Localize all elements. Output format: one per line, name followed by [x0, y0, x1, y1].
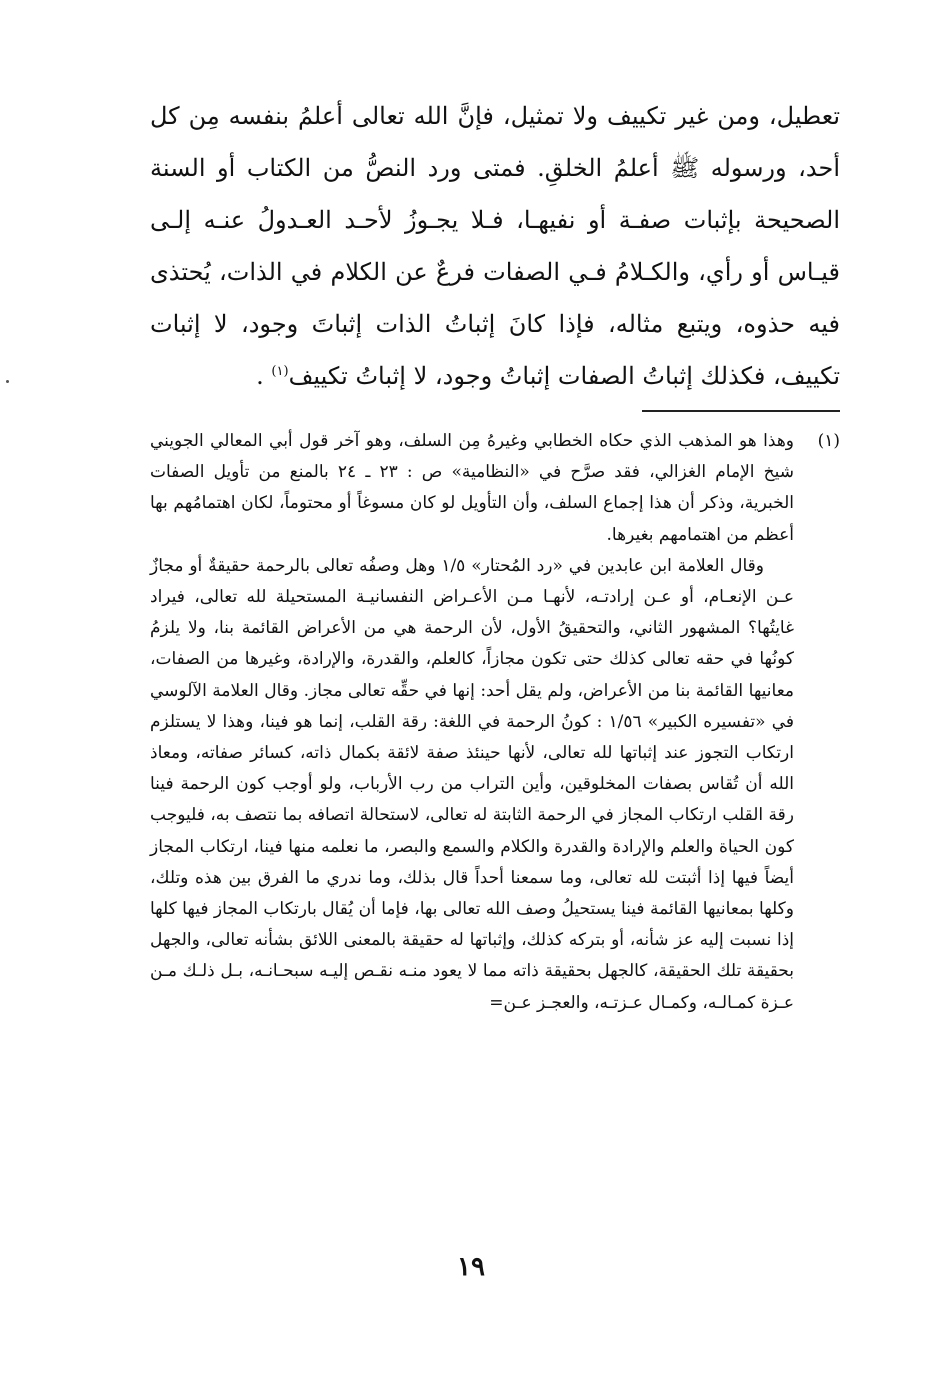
footnote-1-text: وهذا هو المذهب الذي حكاه الخطابي وغيرهُ مِن السلف، وهو آخر قول أبي المعالي الجويني شيخ الإمام الغزالي، فقد صرَّح في «النظامية» ص : ٢٣ ـ ٢٤ بالمنع من تأويل الصفات الخبرية، وذكر أن هذا إجماع السلف، وأن التأويل لو كان مسوغاً أو محتوماً، لكان اهتمامُهم بها أعظم من اهتمامهم بغيرها.	[150, 431, 794, 545]
main-body-text	[150, 90, 840, 402]
main-paragraph	[150, 90, 840, 402]
footnote-reference[interactable]: (١)	[271, 364, 289, 379]
footnote-marker: (١)	[817, 431, 840, 451]
margin-mark	[6, 380, 9, 383]
footnote-1-continuation: وقال العلامة ابن عابدين في «رد المُحتار» ١/٥ وهل وصفُه تعالى بالرحمة حقيقةٌ أو مجازٌ عـن الإنعـام، أو عـن إرادتـه، لأنهـا مـن الأعـراض النفسانيـة المستحيلة لله تعالى، فيراد غايتُها؟ المشهور الثاني، والتحقيقُ الأول، لأن الرحمة هي من الأعراض القائمة بنا، ولا يلزمُ كونُها في حقه تعالى كذلك حتى تكون مجازاً، كالعلم، والقدرة، والإرادة، وغيرها من الصفات، معانيها القائمة بنا من الأعراض، ولم يقل أحد: إنها في حقِّه تعالى مجاز. وقال العلامة الآلوسي في «تفسيره الكبير» ١/٥٦ : كونُ الرحمة في اللغة: رقة القلب، إنما هو فينا، وهذا لا يستلزم ارتكاب التجوز عند إثباتها لله تعالى، لأنها حينئذ صفة لائقة بكمال ذاته، كسائر صفاته، ومعاذ الله أن تُقاس بصفات المخلوقين، وأين التراب من رب الأرباب، ولو أوجب كون الرحمة فينا رقة القلب ارتكاب المجاز في الرحمة الثابتة له تعالى، لاستحالة اتصافه بما نتصف به، فليوجب كون الحياة والعلم والإرادة والقدرة والكلام والسمع والبصر، ما نعلمه منها فينا، ارتكاب المجاز أيضاً فيها إذا أثبتت لله تعالى، وما سمعنا أحداً قال بذلك، وما ندري ما الفرق بين هذه وتلك، وكلها بمعانيها القائمة فينا يستحيلُ وصف الله تعالى بها، فإما أن يُقال بارتكاب المجاز فيها كلها إذا نسبت إليه عز شأنه، أو بتركه كذلك، وإثباتها له حقيقة بالمعنى اللائق بشأنه تعالى، والجهل بحقيقة تلك الحقيقة، كالجهل بحقيقة ذاته مما لا يعود منـه نقـص إليـه سبحـانـه، بـل ذلـك مـن عـزة كمـالـه، وكمـال عـزتـه، والعجـز عـن=	[150, 555, 794, 1013]
page-number: ١٩	[457, 1252, 485, 1282]
footnote-1	[150, 426, 840, 551]
footnote-separator	[642, 410, 840, 412]
footnotes-section	[150, 426, 840, 1019]
main-paragraph-end: .	[256, 362, 272, 390]
main-paragraph-text: تعطيل، ومن غير تكييف ولا تمثيل، فإنَّ الله تعالى أعلمُ بنفسه مِن كل أحد، ورسوله ﷺ أعلمُ الخلقِ. فمتى ورد النصُّ من الكتاب أو السنة الصحيحة بإثبات صفـة أو نفيهـا، فـلا يجـوزُ لأحـد العـدولُ عنـه إلـى قيـاس أو رأي، والكـلامُ فـي الصفات فرعٌ عن الكلام في الذات، يُحتذى فيه حذوه، ويتبع مثاله، فإذا كانَ إثباتُ الذات إثباتَ وجود، لا إثبات تكييف، فكذلك إثباتُ الصفات إثباتُ وجود، لا إثباتُ تكييف	[150, 102, 841, 390]
